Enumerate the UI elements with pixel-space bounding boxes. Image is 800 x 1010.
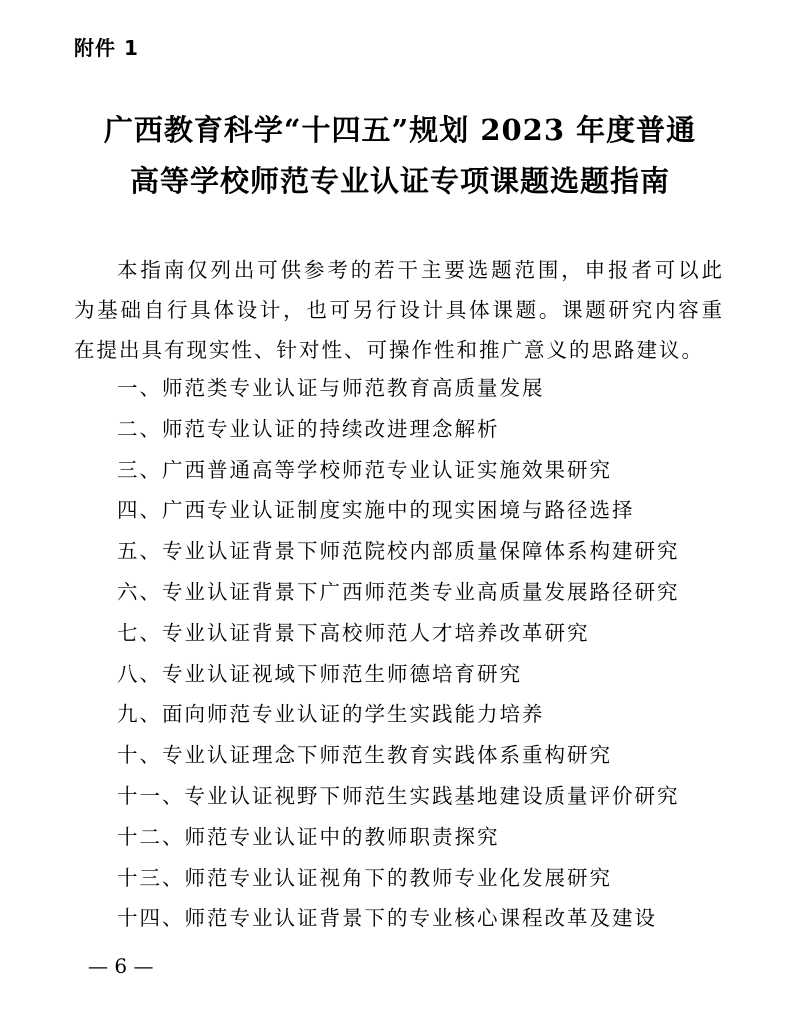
topic-item: 八、专业认证视域下师范生师德培育研究 — [117, 661, 522, 686]
topic-item: 六、专业认证背景下广西师范类专业高质量发展路径研究 — [117, 579, 680, 604]
topic-item: 九、面向师范专业认证的学生实践能力培养 — [117, 702, 545, 727]
document-title-line-1: 广西教育科学“十四五”规划 2023 年度普通 — [103, 113, 697, 147]
attachment-label: 附件 1 — [74, 36, 139, 60]
topic-item: 一、师范类专业认证与师范教育高质量发展 — [117, 376, 545, 400]
page-number: — 6 — — [88, 954, 154, 978]
topic-item: 五、专业认证背景下师范院校内部质量保障体系构建研究 — [117, 539, 680, 564]
topic-item: 七、专业认证背景下高校师范人才培养改革研究 — [117, 620, 590, 645]
topic-item: 三、广西普通高等学校师范专业认证实施效果研究 — [117, 457, 612, 482]
intro-paragraph: 本指南仅列出可供参考的若干主要选题范围，申报者可以此为基础自行具体设计，也可另行设计具体课题。课题研究内容重在提出具有现实性、针对性、可操作性和推广意义的思路建议。 — [74, 258, 724, 362]
topic-item: 十四、师范专业认证背景下的专业核心课程改革及建设 — [117, 906, 657, 931]
topic-item: 十一、专业认证视野下师范生实践基地建设质量评价研究 — [117, 783, 680, 808]
topic-item: 十、专业认证理念下师范生教育实践体系重构研究 — [117, 743, 612, 768]
topic-item: 四、广西专业认证制度实施中的现实困境与路径选择 — [117, 498, 635, 523]
topic-item: 二、师范专业认证的持续改进理念解析 — [117, 416, 500, 441]
topic-item: 十三、师范专业认证视角下的教师专业化发展研究 — [117, 865, 612, 890]
topic-item: 十二、师范专业认证中的教师职责探究 — [117, 824, 500, 849]
topic-list — [117, 368, 680, 939]
document-title-line-2: 高等学校师范专业认证专项课题选题指南 — [129, 164, 670, 198]
